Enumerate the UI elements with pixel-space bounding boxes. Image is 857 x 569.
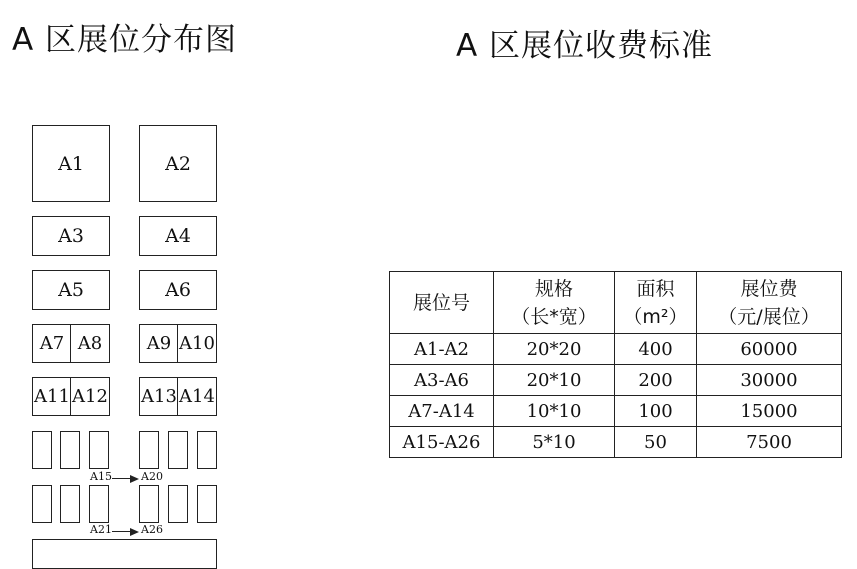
- booth-a1[interactable]: [32, 125, 110, 202]
- booth-a10[interactable]: [177, 324, 217, 363]
- booth-a11[interactable]: [32, 377, 72, 416]
- booth-a1-label: A1: [58, 152, 84, 175]
- layout-title: A 区展位分布图: [12, 22, 238, 58]
- header-spec-line1: 规格: [534, 277, 573, 300]
- booth-a21[interactable]: [32, 485, 52, 523]
- booth-a14[interactable]: [177, 377, 217, 416]
- header-area-line1: 面积: [636, 277, 675, 300]
- booth-a6-label: A6: [165, 279, 191, 301]
- booth-a2-label: A2: [165, 152, 191, 175]
- header-spec: [494, 272, 615, 334]
- booth-a24[interactable]: [139, 485, 159, 523]
- booth-a16[interactable]: [60, 431, 80, 469]
- pricing-title: A 区展位收费标准: [456, 28, 714, 64]
- booth-a7[interactable]: [32, 324, 72, 363]
- cell-spec: 20*20: [494, 334, 615, 365]
- cell-area: 50: [615, 427, 697, 458]
- header-area: [615, 272, 697, 334]
- table-row: [390, 396, 842, 427]
- booth-a25[interactable]: [168, 485, 188, 523]
- booth-a26[interactable]: [197, 485, 217, 523]
- booth-a3-label: A3: [58, 225, 84, 247]
- header-booth-no-text: 展位号: [412, 291, 470, 314]
- header-fee: [697, 272, 842, 334]
- range-arrow-line: [112, 478, 132, 479]
- booth-a11-label: A11: [34, 386, 70, 407]
- booth-a18[interactable]: [139, 431, 159, 469]
- fee-table-header-row: [390, 272, 842, 334]
- header-area-line2: （m²）: [623, 305, 688, 328]
- booth-a9[interactable]: [139, 324, 179, 363]
- booth-a9-label: A9: [146, 333, 172, 354]
- booth-a6[interactable]: [139, 270, 217, 310]
- fee-table: [389, 271, 842, 458]
- cell-area: 400: [615, 334, 697, 365]
- booth-a20[interactable]: [197, 431, 217, 469]
- header-spec-line2: （长*宽）: [511, 305, 597, 328]
- cell-spec: 5*10: [494, 427, 615, 458]
- cell-booth: A1-A2: [390, 334, 494, 365]
- cell-spec: 20*10: [494, 365, 615, 396]
- booth-a14-label: A14: [179, 386, 215, 407]
- range-arrow-head: [130, 475, 139, 483]
- range-arrow-head-2: [130, 528, 139, 536]
- header-fee-line2: （元/展位）: [718, 305, 820, 328]
- booth-a4[interactable]: [139, 216, 217, 256]
- cell-fee: 15000: [697, 396, 842, 427]
- booth-a19[interactable]: [168, 431, 188, 469]
- booth-a12[interactable]: [70, 377, 110, 416]
- booth-a8-label: A8: [77, 333, 103, 354]
- range-a26-label: A26: [141, 523, 163, 536]
- cell-booth: A7-A14: [390, 396, 494, 427]
- cell-fee: 7500: [697, 427, 842, 458]
- booth-a17[interactable]: [89, 431, 109, 469]
- booth-a15[interactable]: [32, 431, 52, 469]
- cell-booth: A3-A6: [390, 365, 494, 396]
- cell-fee: 30000: [697, 365, 842, 396]
- booth-a10-label: A10: [179, 333, 215, 354]
- range-a15-label: A15: [90, 470, 112, 483]
- booth-a5[interactable]: [32, 270, 110, 310]
- header-booth-no: [390, 272, 494, 334]
- cell-fee: 60000: [697, 334, 842, 365]
- booth-a3[interactable]: [32, 216, 110, 256]
- cell-area: 100: [615, 396, 697, 427]
- cell-area: 200: [615, 365, 697, 396]
- range-a21-label: A21: [90, 523, 112, 536]
- booth-a12-label: A12: [72, 386, 108, 407]
- header-fee-line1: 展位费: [740, 277, 798, 300]
- booth-a4-label: A4: [165, 225, 191, 247]
- cell-booth: A15-A26: [390, 427, 494, 458]
- table-row: [390, 427, 842, 458]
- booth-a8[interactable]: [70, 324, 110, 363]
- booth-a5-label: A5: [58, 279, 84, 301]
- range-a20-label: A20: [141, 470, 163, 483]
- range-arrow-line-2: [112, 531, 132, 532]
- table-row: [390, 334, 842, 365]
- booth-a13-label: A13: [141, 386, 177, 407]
- booth-a2[interactable]: [139, 125, 217, 202]
- cell-spec: 10*10: [494, 396, 615, 427]
- booth-a23[interactable]: [89, 485, 109, 523]
- table-row: [390, 365, 842, 396]
- booth-a13[interactable]: [139, 377, 179, 416]
- booth-a22[interactable]: [60, 485, 80, 523]
- booth-a7-label: A7: [39, 333, 65, 354]
